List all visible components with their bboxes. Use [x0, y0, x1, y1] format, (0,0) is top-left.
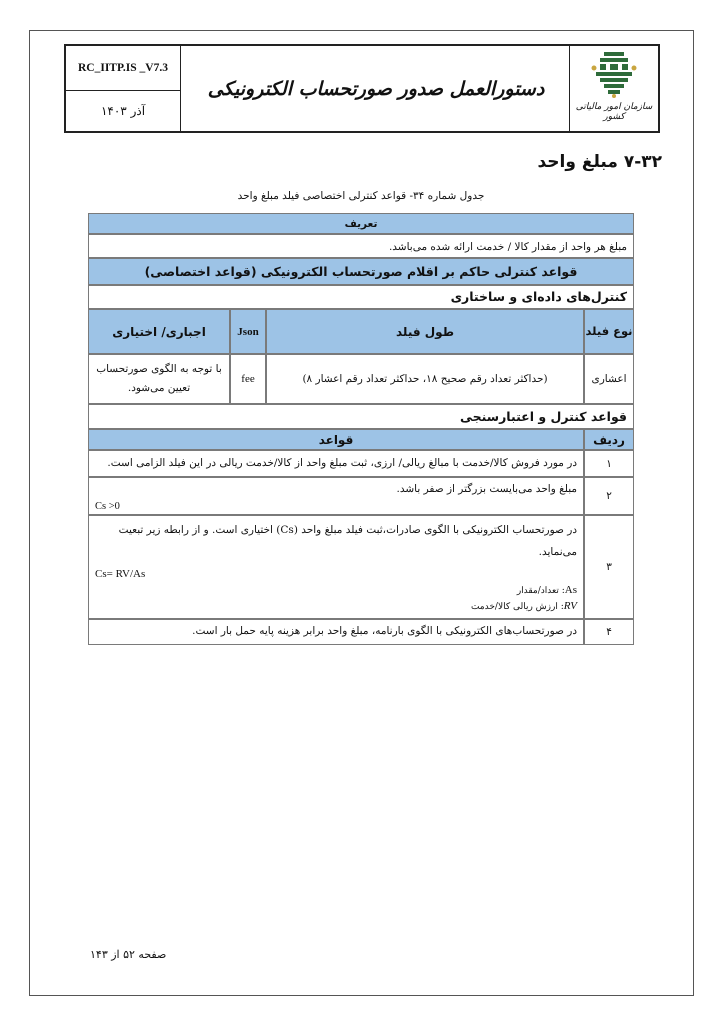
column-json: Json [230, 309, 266, 354]
column-row-number: ردیف [584, 429, 634, 450]
legend-rv [471, 600, 577, 612]
data-controls-heading: کنترل‌های داده‌ای و ساختاری [88, 285, 634, 309]
cell-json: fee [230, 354, 266, 404]
rule-formula: Cs >0 [95, 501, 120, 512]
rule-number: ۳ [584, 515, 634, 619]
control-rules-heading: قواعد کنترلی حاکم بر اقلام صورتحساب الکترونیکی (قواعد اختصاصی) [88, 258, 634, 285]
legend-rv-label: : ارزش ریالی کالا/خدمت [470, 602, 564, 612]
legend-as-label: : تعداد/مقدار [516, 586, 565, 596]
rule-text: در صورتحساب الکترونیکی با الگوی صادرات،ثبت فیلد مبلغ واحد (Cs) اختیاری است. و از رابطه زیر تبعیت می‌نماید. [118, 524, 577, 559]
cell-field-length: (حداکثر تعداد رقم صحیح ۱۸، حداکثر تعداد رقم اعشار ۸) [266, 354, 584, 404]
rule-cell [88, 477, 584, 515]
rule-cell [88, 515, 584, 619]
legend-as [517, 584, 577, 596]
rule-number: ۴ [584, 619, 634, 645]
legend-rv-symbol: RV [563, 600, 577, 612]
section-title: ۷-۳۲ مبلغ واحد [537, 152, 662, 172]
document-title: دستورالعمل صدور صورتحساب الکترونیکی [207, 77, 545, 100]
cell-field-type: اعشاری [584, 354, 634, 404]
document-header [64, 44, 660, 133]
column-field-length: طول فیلد [266, 309, 584, 354]
cell-mandatory: با توجه به الگوی صورتحساب تعیین می‌شود. [88, 354, 230, 404]
column-field-type: نوع فیلد [584, 309, 634, 354]
legend-as-symbol: As [564, 584, 577, 596]
rule-text: مبلغ واحد می‌بایست بزرگتر از صفر باشد. [396, 483, 577, 495]
rule-number: ۲ [584, 477, 634, 515]
column-mandatory: اجباری/ اختیاری [88, 309, 230, 354]
definition-heading: تعریف [88, 213, 634, 234]
rule-text: در صورتحساب‌های الکترونیکی با الگوی بارنامه، مبلغ واحد برابر هزینه پایه حمل بار است. [88, 619, 584, 645]
organization-logo [569, 46, 658, 131]
rule-text: در مورد فروش کالا/خدمت با مبالغ ریالی/ ارزی، ثبت مبلغ واحد از کالا/خدمت ریالی در این فیلد الزامی است. [88, 450, 584, 477]
column-rules: قواعد [88, 429, 584, 450]
validation-heading: قواعد کنترل و اعتبارسنجی [88, 404, 634, 429]
table-caption: جدول شماره ۳۴- قواعد کنترلی اختصاصی فیلد مبلغ واحد [237, 190, 485, 202]
rule-number: ۱ [584, 450, 634, 477]
header-meta [66, 46, 181, 131]
emblem-icon [570, 46, 658, 102]
definition-text: مبلغ هر واحد از مقدار کالا / خدمت ارائه شده می‌باشد. [88, 234, 634, 258]
organization-name: سازمان امور مالیاتی کشور [575, 102, 653, 122]
document-date: آذر ۱۴۰۳ [100, 104, 146, 118]
page-number: صفحه ۵۲ از ۱۴۳ [90, 948, 167, 961]
document-version: RC_IITP.IS _V7.3 [66, 46, 180, 91]
rule-formula: Cs= RV/As [95, 568, 146, 580]
